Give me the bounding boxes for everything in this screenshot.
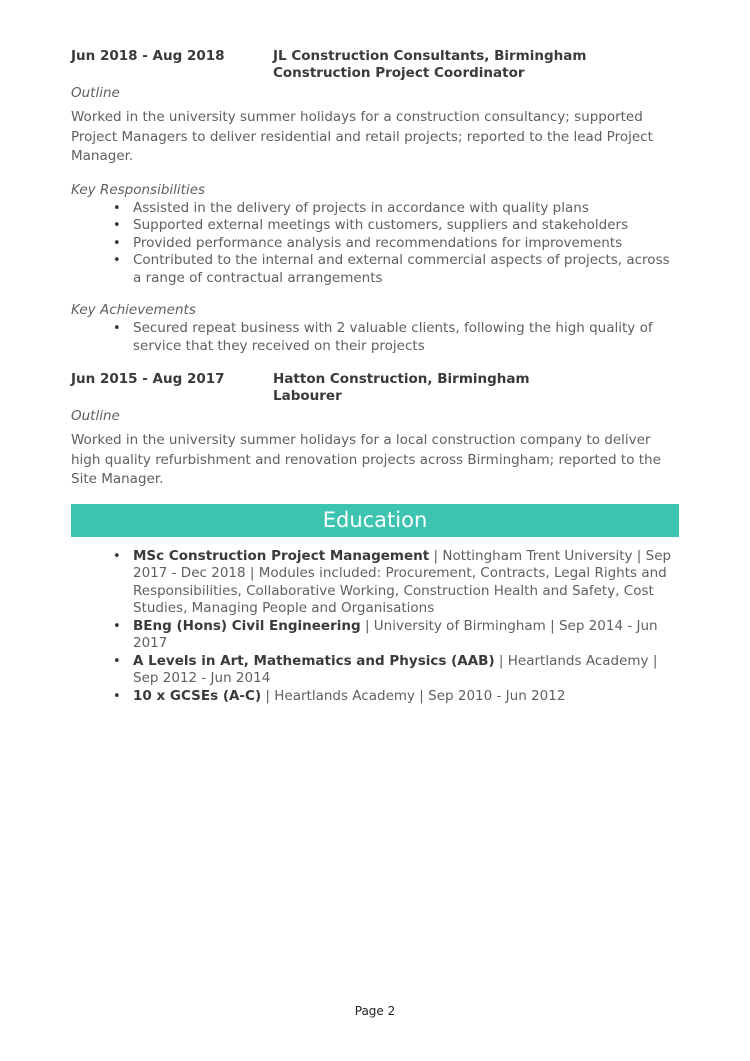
list-item-text: Secured repeat business with 2 valuable clients, following the high quality of service that they received on their projects [133,320,653,354]
job-dates: Jun 2018 - Aug 2018 [71,48,225,64]
outline-label: Outline [71,85,120,101]
list-item [113,217,679,235]
job-header [71,48,679,82]
bullet-icon: • [113,688,121,704]
achievements-list [71,320,679,355]
education-list [71,548,679,706]
education-title: MSc Construction Project Management [133,547,430,564]
education-item [113,652,679,688]
bullet-icon: • [113,200,121,216]
outline-text: Worked in the university summer holidays for a local construction company to deliver high quality refurbishment and renovation projects across Birmingham; reported to the Site Manager. [71,432,661,487]
job-header [71,371,679,405]
outline-label: Outline [71,408,120,424]
list-item [113,199,679,218]
bullet-icon: • [113,618,121,634]
education-item [113,687,679,706]
responsibilities-list [71,200,679,288]
job-company: Hatton Construction, Birmingham [273,371,530,387]
bullet-icon: • [113,218,121,233]
education-details: | University of Birmingham | Sep 2014 - Jun 2017 [133,617,658,651]
job-org [273,48,586,82]
education-item [113,617,679,653]
list-item-text: Supported external meetings with customers, suppliers and stakeholders [133,217,629,233]
achievements-label: Key Achievements [71,302,196,318]
job-org [273,371,530,405]
job-role: Construction Project Coordinator [273,65,525,81]
bullet-icon: • [113,253,121,268]
resume-page-content [71,48,679,705]
section-heading-education: Education [71,504,679,537]
list-item-text: Contributed to the internal and external commercial aspects of projects, across a range of contractual arrangements [133,252,670,286]
job-entry [71,48,679,355]
list-item [113,252,679,287]
bullet-icon: • [113,548,121,564]
bullet-icon: • [113,235,121,251]
list-item-text: Provided performance analysis and recommendations for improvements [133,234,623,251]
education-title: BEng (Hons) Civil Engineering [133,617,361,634]
education-item [113,547,679,618]
list-item-text: Assisted in the delivery of projects in accordance with quality plans [133,199,589,216]
education-details: | Heartlands Academy | Sep 2010 - Jun 2012 [261,687,566,704]
bullet-icon: • [113,321,121,336]
list-item [113,234,679,253]
job-entry [71,371,679,490]
education-details: | Nottingham Trent University | Sep 2017 - Dec 2018 | Modules included: Procurement, Contracts, Legal Rights and Responsibilities, Collaborative Working, Construction Health and Safety, Cost Studies, Managing People and Organisations [133,547,672,616]
bullet-icon: • [113,653,121,669]
job-role: Labourer [273,388,342,404]
education-title: A Levels in Art, Mathematics and Physics (AAB) [133,652,495,669]
job-company: JL Construction Consultants, Birmingham [273,48,587,64]
responsibilities-label: Key Responsibilities [71,181,206,198]
job-dates: Jun 2015 - Aug 2017 [71,371,225,387]
education-title: 10 x GCSEs (A-C) [133,687,262,704]
education-details: | Heartlands Academy | Sep 2012 - Jun 2014 [133,652,658,686]
list-item [113,320,679,355]
outline-text: Worked in the university summer holidays for a construction consultancy; supported Project Managers to deliver residential and retail projects; reported to the lead Project Manager. [71,109,653,164]
page-number: Page 2 [354,1004,396,1018]
